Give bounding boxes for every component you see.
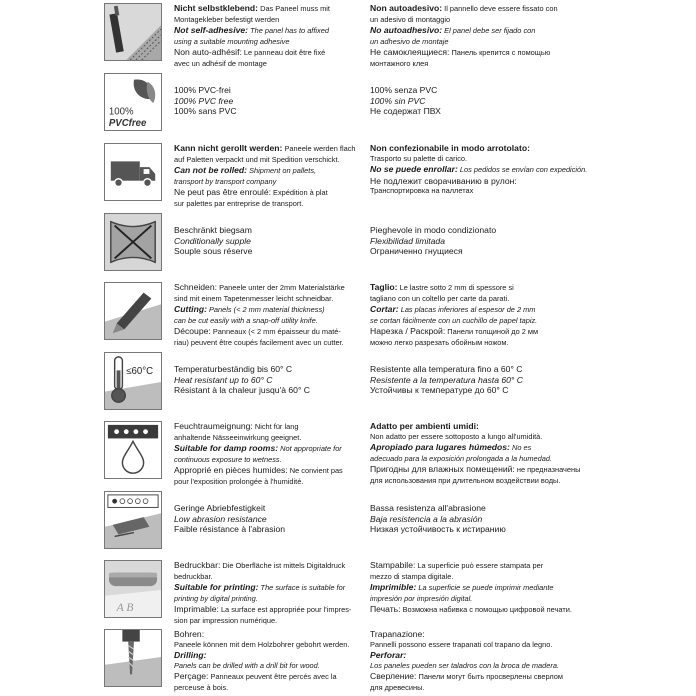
heading-ru: Не самоклеящиеся:: [370, 47, 450, 58]
heading-it: Non confezionabile in modo arrotolato:: [370, 143, 530, 153]
heading-ru: Пригодны для влажных помещений:: [370, 464, 515, 475]
heading-it: Stampabile:: [370, 560, 416, 570]
text-en-2: transport by transport company: [174, 176, 277, 186]
text-en: Conditionally supple: [174, 235, 251, 246]
text-ru: Панель крепится с помощью: [449, 48, 551, 58]
text-en: Not appropriate for: [278, 444, 342, 454]
delivery-truck-icon: [104, 143, 162, 201]
heading-ru: Нарезка / Раскрой:: [370, 326, 446, 337]
text-group-right: [370, 560, 690, 616]
text-es: 100% sin PVC: [370, 95, 426, 106]
drill-icon: [104, 629, 162, 687]
heading-en: Cutting:: [174, 304, 207, 315]
text-it-2: tagliano con un coltello per carte da parati.: [370, 293, 510, 303]
text-group-left: [174, 225, 360, 257]
text-group-right: [370, 143, 690, 197]
heading-fr: Perçage:: [174, 671, 209, 682]
text-it-2: Pannelli possono essere trapanati col trapano da legno.: [370, 639, 553, 649]
text-es: Los pedidos se envían con expedición.: [457, 165, 588, 175]
text-es: La superficie se puede imprimir mediante: [416, 583, 554, 593]
heading-it: Taglio:: [370, 282, 398, 292]
text-fr: Le panneau doit être fixé: [241, 48, 326, 58]
text-group-right: [370, 3, 690, 70]
text-en-2: using a suitable mounting adhesive: [174, 36, 290, 46]
icon-percent-label: 100%: [108, 106, 134, 118]
bending-restricted-icon: [104, 213, 162, 271]
text-de-2: auf Paletten verpackt und mit Spedition verschickt.: [174, 154, 340, 164]
text-en: The panel has to affixed: [248, 26, 329, 36]
heading-es: Imprimible:: [370, 582, 417, 593]
text-fr: Ne convient pas: [287, 466, 343, 476]
text-en: Low abrasion resistance: [174, 513, 267, 524]
text-it-2: Non adatto per essere sottoposto a lungo all'umidità.: [370, 431, 543, 441]
text-ru: Панели могут быть просверлены сверлом: [416, 672, 563, 682]
text-en: Panels (< 2 mm material thickness): [206, 305, 325, 315]
text-it-2: Trasporto su palette di carico.: [370, 153, 468, 163]
text-en-2: can be cut easily with a snap-off utility knife.: [174, 315, 318, 325]
text-de: Nicht für lang: [252, 422, 299, 431]
text-group-right: [370, 503, 690, 535]
text-fr: Souple sous réserve: [174, 246, 253, 257]
heading-it: Adatto per ambienti umidi:: [370, 421, 479, 431]
heading-es: No autoadhesivo:: [370, 25, 443, 36]
text-fr: Faible résistance à l'abrasion: [174, 524, 286, 535]
text-it: Bassa resistenza all'abrasione: [370, 503, 486, 513]
heading-ru: Сверление:: [370, 671, 417, 682]
text-es: El panel debe ser fijado con: [442, 26, 536, 36]
text-group-right: [370, 629, 690, 694]
text-fr: Panneaux (< 2 mm épaisseur du maté-: [210, 327, 341, 337]
heading-en: Suitable for damp rooms:: [174, 443, 279, 454]
text-de: Das Paneel muss mit: [258, 4, 330, 13]
text-en: Heat resistant up to 60° C: [174, 374, 273, 385]
text-it-2: un adesivo di montaggio: [370, 14, 451, 24]
text-it: Resistente alla temperatura fino a 60° C: [370, 364, 523, 374]
text-it: Pieghevole in modo condizionato: [370, 225, 497, 235]
text-es-2: se cortan fácilmente con un cuchillo de papel tapiz.: [370, 315, 538, 325]
text-fr-2: avec un adhésif de montage: [174, 58, 267, 68]
print-roller-icon: [104, 560, 162, 618]
text-group-right: [370, 421, 690, 487]
text-fr: Panneaux peuvent être percés avec la: [208, 672, 337, 682]
text-de-2: anhaltende Nässeeinwirkung geeignet.: [174, 432, 302, 442]
text-es: Flexibilidad limitada: [370, 235, 445, 246]
text-de: Paneele unter der 2mm Materialstärke: [217, 283, 345, 292]
heading-de: Kann nicht gerollt werden:: [174, 143, 283, 153]
heading-fr: Imprimable:: [174, 604, 219, 615]
heading-es: Apropiado para lugares húmedos:: [370, 442, 510, 453]
heading-de: Bedruckbar:: [174, 560, 221, 570]
text-en: The surface is suitable for: [258, 583, 346, 593]
text-de: Paneele werden flach: [282, 144, 356, 153]
text-es: Resistente a la temperatura hasta 60° C: [370, 374, 523, 385]
thermometer-icon: [104, 352, 162, 410]
text-ru-2: Транспортировка на паллетах: [370, 186, 474, 196]
icon-temperature-label: ≤60°C: [126, 366, 154, 378]
text-en-2: Panels can be drilled with a drill bit for wood.: [174, 660, 320, 670]
text-ru-2: монтажного клея: [370, 58, 429, 68]
heading-en: Can not be rolled:: [174, 165, 248, 176]
text-fr: 100% sans PVC: [174, 106, 237, 117]
heading-de: Bohren:: [174, 629, 205, 639]
text-it: Il pannello deve essere fissato con: [442, 4, 558, 13]
text-group-left: [174, 282, 360, 349]
text-it: La superficie può essere stampata per: [415, 561, 544, 570]
text-group-left: [174, 503, 360, 535]
text-it: Le lastre sotto 2 mm di spessore si: [397, 283, 514, 292]
heading-it: Trapanazione:: [370, 629, 425, 639]
text-it-2: mezzo di stampa digitale.: [370, 571, 454, 581]
text-de: Beschränkt biegsam: [174, 225, 252, 235]
icon-pvcfree-label: PVCfree: [108, 118, 147, 130]
heading-es: No se puede enrollar:: [370, 164, 458, 175]
text-group-left: [174, 143, 360, 210]
text-group-right: [370, 85, 690, 117]
heading-fr: Ne peut pas être enroulé:: [174, 187, 271, 198]
adhesive-cartridge-icon: [104, 3, 162, 61]
heading-es: Perforar:: [370, 650, 407, 661]
text-en: 100% PVC free: [174, 95, 234, 106]
text-ru-2: можно легко разрезать обойным ножом.: [370, 337, 509, 347]
heading-en: Not self-adhesive:: [174, 25, 249, 36]
text-es-2: impresión por impresión digital.: [370, 593, 473, 603]
text-group-right: [370, 225, 690, 257]
water-drop-icon: [104, 421, 162, 479]
text-es: Baja resistencia a la abrasión: [370, 513, 483, 524]
heading-fr: Approprié en pièces humides:: [174, 465, 288, 476]
heading-de: Feuchtraumeignung:: [174, 421, 253, 431]
text-fr-2: riau) peuvent être coupés facilement avec un cutter.: [174, 337, 344, 347]
text-fr-2: sur palettes par entreprise de transport.: [174, 198, 304, 208]
abrasion-sponge-icon: [104, 491, 162, 549]
text-fr: Expédition à plat: [270, 188, 328, 198]
svg-text:A B: A B: [116, 601, 134, 615]
heading-fr: Découpe:: [174, 326, 211, 337]
text-de-2: bedruckbar.: [174, 571, 213, 581]
text-de: 100% PVC-frei: [174, 85, 231, 95]
text-es: No es: [509, 443, 532, 453]
text-ru-2: для древесины.: [370, 682, 425, 692]
text-group-right: [370, 364, 690, 396]
text-de-2: Paneele können mit dem Holzbohrer gebohrt werden.: [174, 639, 350, 649]
text-ru: Низкая устойчивость к истиранию: [370, 524, 506, 535]
heading-en: Drilling:: [174, 650, 207, 661]
heading-en: Suitable for printing:: [174, 582, 259, 593]
text-de: Die Oberfläche ist mittels Digitaldruck: [220, 561, 346, 570]
text-en-2: continuous exposure to wetness.: [174, 454, 282, 464]
cutter-knife-icon: [104, 282, 162, 340]
text-de: Geringe Abriebfestigkeit: [174, 503, 266, 513]
text-ru-2: для использования при длительном воздействии воды.: [370, 475, 561, 485]
text-it: 100% senza PVC: [370, 85, 438, 95]
heading-de: Schneiden:: [174, 282, 218, 292]
heading-de: Nicht selbstklebend:: [174, 3, 259, 13]
heading-es: Cortar:: [370, 304, 399, 315]
pvc-free-leaf-icon: [104, 73, 162, 131]
text-ru: Устойчивы к температуре до 60° C: [370, 385, 509, 396]
text-ru: Панели толщиной до 2 мм: [445, 327, 539, 337]
text-es-2: Los paneles pueden ser taladros con la broca de madera.: [370, 660, 559, 670]
text-fr: Résistant à la chaleur jusqu'à 60° C: [174, 385, 310, 396]
heading-fr: Non auto-adhésif:: [174, 47, 242, 58]
text-en: Shipment on pallets,: [247, 166, 317, 176]
text-de-2: sind mit einem Tapetenmesser leicht schneidbar.: [174, 293, 334, 303]
text-ru: Возможна набивка с помощью цифровой печати.: [400, 605, 572, 615]
text-en-2: printing by digital printing.: [174, 593, 258, 603]
text-group-left: [174, 560, 360, 627]
heading-ru: Печать:: [370, 604, 401, 615]
text-de: Temperaturbeständig bis 60° C: [174, 364, 293, 374]
text-de-2: Montagekleber befestigt werden: [174, 14, 280, 24]
text-fr-2: pour l'exposition prolongée à l'humidité.: [174, 476, 304, 486]
text-ru: не предназначены: [514, 465, 581, 475]
text-group-left: [174, 85, 360, 117]
heading-it: Non autoadesivo:: [370, 3, 443, 13]
text-group-left: [174, 421, 360, 488]
text-es-2: adecuado para la exposición prolongada a la humedad.: [370, 453, 553, 463]
text-fr: La surface est appropriée pour l'impres-: [218, 605, 352, 615]
heading-ru: Не подлежит сворачиванию в рулон:: [370, 175, 517, 186]
text-fr-2: sion par impression numérique.: [174, 615, 278, 625]
text-es: Las placas inferiores al espesor de 2 mm: [398, 305, 536, 315]
text-fr-2: perceuse à bois.: [174, 682, 229, 692]
text-ru: Ограниченно гнущиеся: [370, 246, 463, 257]
text-group-left: [174, 629, 360, 694]
text-group-right: [370, 282, 690, 349]
text-es-2: un adhesivo de montaje: [370, 36, 449, 46]
text-group-left: [174, 364, 360, 396]
text-group-left: [174, 3, 360, 70]
text-ru: Не содержат ПВХ: [370, 106, 441, 117]
